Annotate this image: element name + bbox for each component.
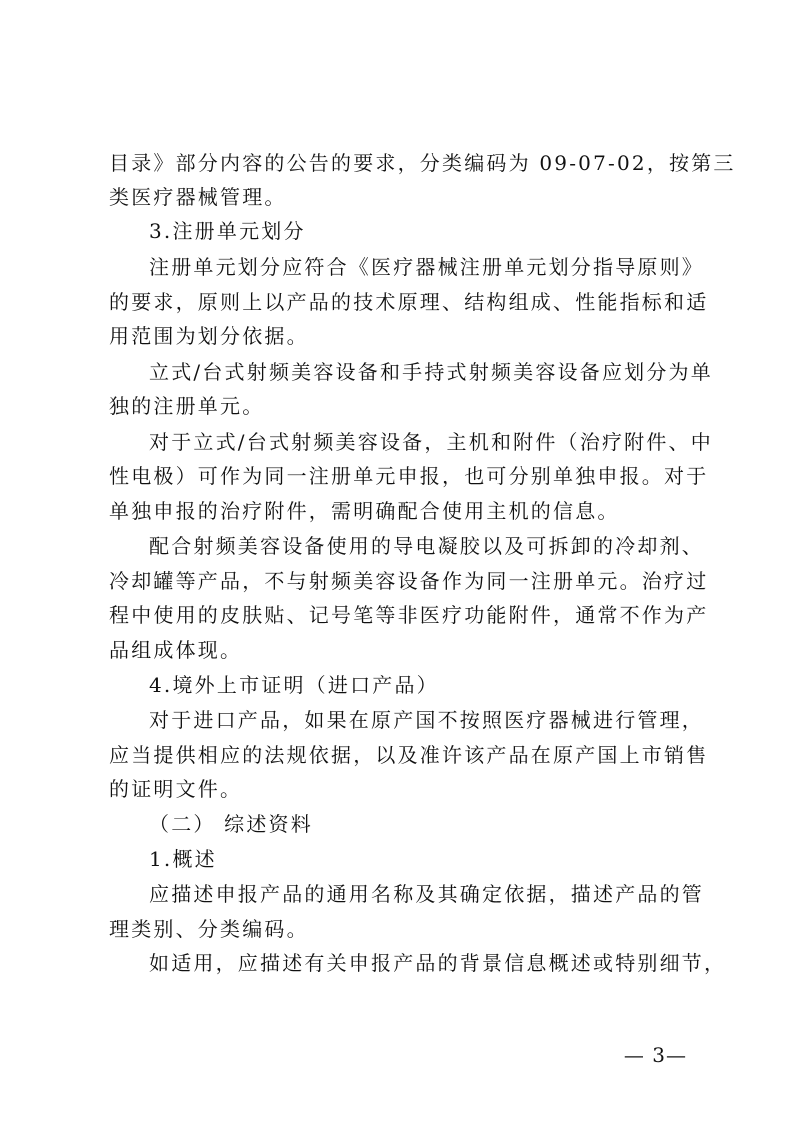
page-number: — 3—: [623, 1043, 687, 1067]
text-line: 如适用，应描述有关申报产品的背景信息概述或特别细节，: [149, 951, 727, 975]
section-heading: 3.注册单元划分: [149, 219, 306, 243]
section-heading: （二） 综述资料: [149, 812, 313, 836]
section-heading: 1.概述: [149, 847, 217, 871]
text-line: 的证明文件。: [109, 777, 243, 801]
text-line: 配合射频美容设备使用的导电凝胶以及可拆卸的冷却剂、: [149, 534, 704, 558]
text-line: 注册单元划分应符合《医疗器械注册单元划分指导原则》: [149, 255, 704, 279]
text-line: 理类别、分类编码。: [109, 917, 309, 941]
text-line: 应描述申报产品的通用名称及其确定依据，描述产品的管: [149, 882, 704, 906]
text-line: 应当提供相应的法规依据，以及准许该产品在原产国上市销售: [109, 743, 709, 767]
text-line: 独的注册单元。: [109, 394, 265, 418]
text-line: 性电极）可作为同一注册单元申报，也可分别单独申报。对于: [109, 464, 709, 488]
text-line: 对于立式/台式射频美容设备，主机和附件（治疗附件、中: [149, 430, 713, 454]
text-line: 程中使用的皮肤贴、记号笔等非医疗功能附件，通常不作为产: [109, 603, 709, 627]
text-line: 单独申报的治疗附件，需明确配合使用主机的信息。: [109, 499, 620, 523]
text-line: 用范围为划分依据。: [109, 324, 309, 348]
text-line: 的要求，原则上以产品的技术原理、结构组成、性能指标和适: [109, 290, 709, 314]
text-line: 目录》部分内容的公告的要求，分类编码为 09-07-02，按第三: [109, 151, 736, 175]
text-line: 类医疗器械管理。: [109, 185, 287, 209]
section-heading: 4.境外上市证明（进口产品）: [149, 673, 439, 697]
text-line: 立式/台式射频美容设备和手持式射频美容设备应划分为单: [149, 360, 713, 384]
text-line: 对于进口产品，如果在原产国不按照医疗器械进行管理，: [149, 708, 704, 732]
text-line: 品组成体现。: [109, 638, 243, 662]
text-line: 冷却罐等产品，不与射频美容设备作为同一注册单元。治疗过: [109, 569, 709, 593]
